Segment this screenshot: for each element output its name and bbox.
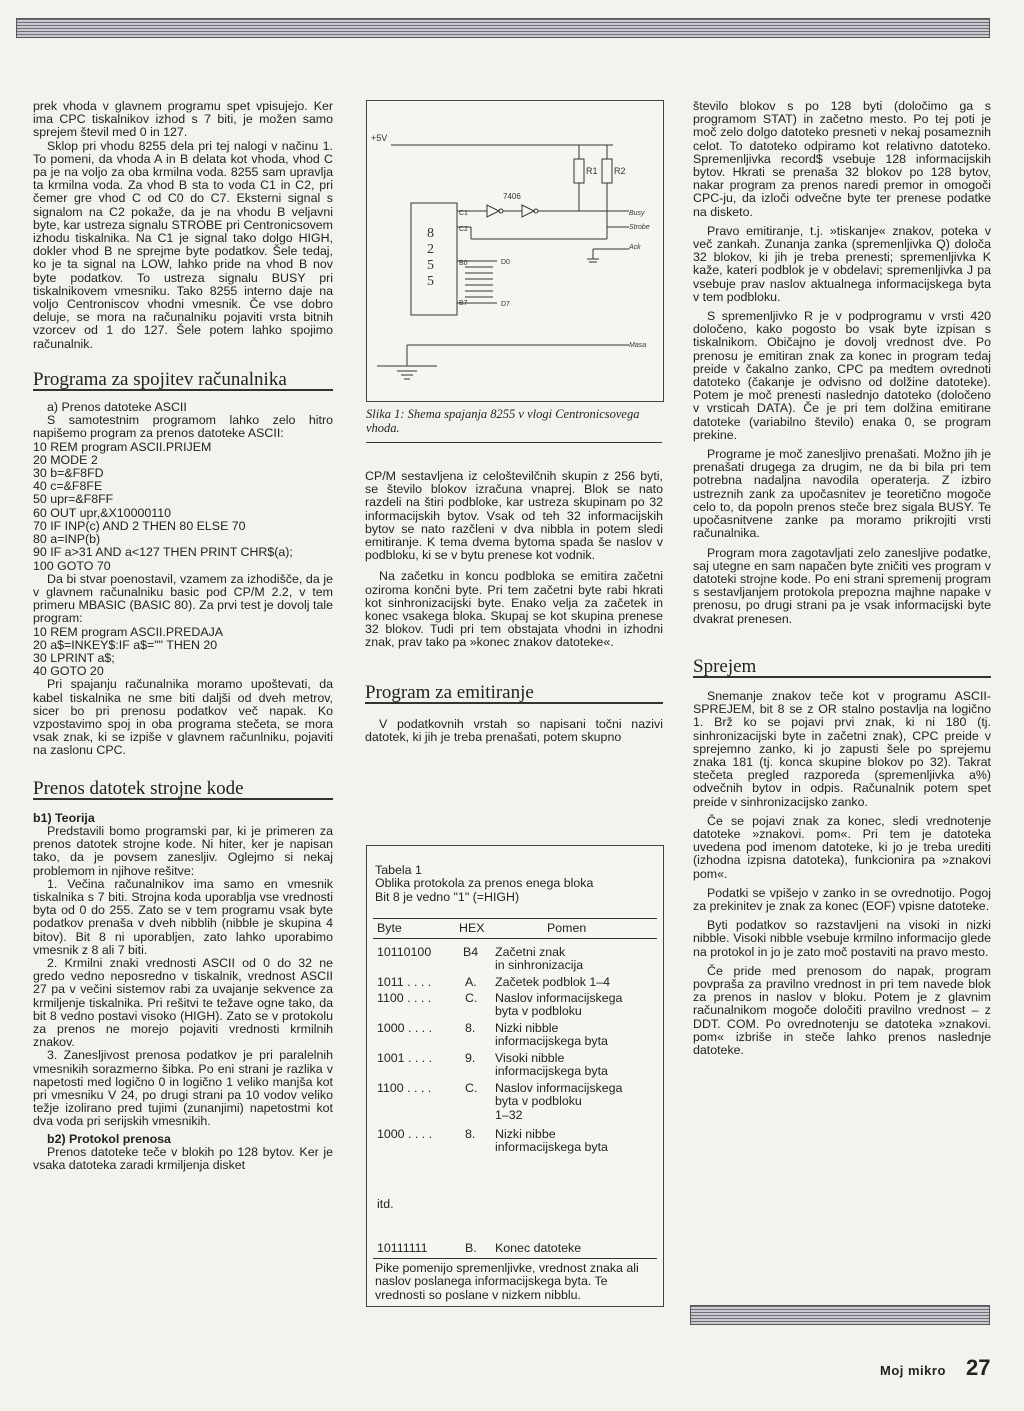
table-cell: 1001 . . . . [377, 1051, 433, 1065]
table-cell: Naslov informacijskega byta v podbloku 1–32 [495, 1081, 623, 1122]
table-cell: A. [465, 975, 477, 989]
supply-label: +5V [371, 133, 388, 143]
signal-label: Ack [629, 244, 641, 251]
section-heading: Programa za spojitev računalnika [33, 373, 333, 391]
column-2 [365, 470, 663, 744]
section-heading: Prenos datotek strojne kode [33, 782, 333, 800]
table-cell: 10111111 [377, 1241, 428, 1255]
table-cell: Začetni znak in sinhronizacija [495, 945, 584, 973]
schematic-drawing [367, 101, 663, 401]
table-cell: C. [465, 991, 478, 1005]
ic-8255 [411, 203, 457, 315]
table-note: Pike pomenijo spremenljivke, vrednost znaka ali naslov poslanega informacijskega byta. Te vrednosti so poslane v nizkem nibblu. [375, 1261, 639, 1302]
paragraph: Podatki se vpišejo v zanko in se ovrednotijo. Pogoj za prekinitev je znak za konec (EOF) vpisne datoteke. [693, 885, 991, 913]
table-title-line: Oblika protokola za prenos enega bloka [375, 876, 594, 891]
table-cell: B4 [463, 945, 479, 959]
paragraph: 3. Zanesljivost prenosa podatkov je pri paralelnih vmesnikih sorazmerno šibka. Po eni strani je razlika v napetosti med logično 0 in logično 1 veliko manjša kot pri vmesniku V 24, po drugi strani pa 10 vodov veliko težje izolirano pred tujimi (zunanjimi) napetostmi kot dva voda pri serijskih vmesnikih. [33, 1048, 333, 1129]
resistor-label: R1 [586, 166, 598, 176]
paragraph: Če se pojavi znak za konec, sledi vrednotenje datoteke »znakovi. pom«. Pri tem je datoteka uvedena pod imenom datoteke, ki jo je treba urediti (izhodna izpisna datoteka), funkcionira pa »znakovi pom«. [693, 813, 991, 881]
code-line: 80 a=INP(b) [33, 532, 101, 547]
table-cell: 1000 . . . . [377, 1021, 433, 1035]
ic-digit: 5 [427, 274, 434, 289]
table-cell: Konec datoteke [495, 1241, 582, 1255]
paragraph: Da bi stvar poenostavil, vzamem za izhodišče, da je v glavnem računalniku basic pod CP/M 2.2, v tem primeru MBASIC (BASIC 80). Za prvi test je dovolj tale program: [33, 571, 333, 626]
paragraph: Pravo emitiranje, t.j. »tiskanje« znakov, poteka v več zankah. Zunanja zanka (spremenljivka Q) določa 32 blokov, ki jih je treba prenesti; spremenljivka K kaže, kateri podblok je v obdelavi; spremenljivka J pa vsebuje prav naslov aktualnega informacijskega byta v tem podbloku. [693, 223, 991, 304]
paragraph: Prenos datoteke teče v blokih po 128 bytov. Ker je vsaka datoteka zaradi krmiljenja disket [33, 1144, 333, 1173]
code-line: 20 MODE 2 [33, 452, 98, 467]
column-3 [693, 100, 991, 1057]
paragraph: V podatkovnih vrstah so napisani točni nazivi datotek, ki jih je treba prenašati, potem skupno [365, 716, 663, 745]
code-line: 30 b=&F8FD [33, 466, 104, 481]
paragraph: Pri spajanju računalnika moramo upoštevati, da kabel tiskalnika ne sme biti daljši od dveh metrov, sicer bo pri prenosu podatkov več napak. Ko vzpostavimo spoj in oba programa stečeta, se mora vsak znak, ki se izpiše v glavnem računlniku, pojaviti na zaslonu CPC. [33, 677, 333, 758]
table-cell: Nizki nibble informacijskega byta [495, 1021, 608, 1049]
paragraph: Sklop pri vhodu 8255 dela pri tej nalogi v načinu 1. To pomeni, da vhoda A in B delata kot vhoda, vhod C pa je na voljo za oba krmilna voda. 8255 sam upravlja ta krmilna voda. Za vhod B sta to voda C1 in C2, pri čemer gre vhod C od C0 do C7. Eksterni signal s signalom na C2 pokaže, da je na vhodu B veljavni byte, kar ustreza signalu STROBE pri Centronicsovem izhodu tiskalnika. Na C1 je signal tako dolgo HIGH, dokler vhod B ne sprejme byte podatkov. Šele tedaj, ko je ta signal na LOW, lahko pride na vhod B nov byte podatkov. To ustreza signalu BUSY pri tiskalnikovem vmesniku. Tako 8255 interno daje na voljo Centroniscov vhodni vmesnik. Če vse dobro deluje, se mora na računalniku pojaviti vrsta bitnih vzorcev od 1 do 127. Šele potem lahko spojimo računalnik. [33, 138, 333, 351]
paragraph: S samotestnim programom lahko zelo hitro napišemo program za prenos datoteke ASCII: [33, 413, 333, 441]
code-line: 10 REM program ASCII.PREDAJA [33, 624, 224, 639]
table-cell: C. [465, 1081, 478, 1095]
table-cell: 9. [465, 1051, 476, 1065]
table-cell: B. [465, 1241, 477, 1255]
data-label: D0 [501, 259, 510, 266]
pin-label: B7 [459, 300, 468, 307]
table-cell: Začetek podblok 1–4 [495, 975, 611, 989]
paragraph: CP/M sestavljena iz celoštevilčnih skupin z 256 byti, se število blokov izračuna vnaprej. Blok se nato razdeli na štiri podbloke, kar ustreza skupinam po 32 informacijskih bytov. Vsak od teh 32 informacijskih bytov se nato razčleni v dva nibbla in potem sledi emitiranje. K tema dvema bytoma spada še naslov v podbloku, ki se v bytu prenese kot vodnik. [365, 469, 663, 563]
code-listing-send [33, 626, 333, 679]
code-line: 30 LPRINT a$; [33, 650, 115, 665]
paragraph: 1. Večina računalnikov ima samo en vmesnik tiskalnika s 7 biti. Strojna koda uporablja vse vrednosti byta od 0 do 255. Zato se v tem programu vsak byte podatkov prenaša v dveh nibblih (nibble je skupina 4 bitov). Bit 8 ni uporabljen, zato lahko uporabimo vmesnik z 8 ali 7 biti. [33, 876, 333, 957]
table-cell: Naslov informacijskega byta v podbloku [495, 991, 623, 1019]
divider [373, 918, 657, 919]
table-cell: 1000 . . . . [377, 1127, 433, 1141]
bottom-decorative-stripe [690, 1305, 990, 1325]
ic-digit: 2 [427, 242, 434, 257]
ic-digit: 5 [427, 258, 434, 273]
protocol-table [366, 845, 664, 1307]
table-cell: itd. [377, 1197, 394, 1211]
section-heading: Program za emitiranje [365, 686, 663, 704]
table-cell: 8. [465, 1021, 476, 1035]
section-heading: Sprejem [693, 660, 991, 678]
code-line: 100 GOTO 70 [33, 558, 111, 573]
table-title-line: Tabela 1 [375, 863, 422, 877]
signal-label: Busy [629, 210, 645, 217]
circuit-diagram [366, 100, 664, 402]
table-cell: 8. [465, 1127, 476, 1141]
paragraph: Predstavili bomo programski par, ki je primeren za prenos datotek strojne kode. Ni hiter, ker je napisan tako, da je povsem zanesljiv. Oglejmo si nekaj problemom in njihove rešitve: [33, 823, 333, 878]
code-line: 90 IF a>31 AND a<127 THEN PRINT CHR$(a); [33, 545, 293, 560]
table-cell: 1011 . . . . [377, 975, 432, 989]
subsection-title: b1) Teorija [33, 810, 95, 825]
divider [373, 1258, 657, 1259]
subsection-title: a) Prenos datoteke ASCII [47, 400, 187, 415]
divider [373, 938, 657, 939]
pin-label: C2 [459, 226, 468, 233]
paragraph: Byti podatkov so razstavljeni na visoki in nizki nibble. Visoki nibble vsebuje krmilno informacijo glede na protokol in jo je zato moč postaviti na pravo mesto. [693, 918, 991, 959]
column-header: HEX [459, 921, 485, 935]
resistor-label: R2 [614, 166, 626, 176]
paragraph: Snemanje znakov teče kot v programu ASCII-SPREJEM, bit 8 se z OR stalno postavlja na logično 1. Brž ko se pojavi prvi znak, ki ni 180 (tj. sinhronizacijski byte in začetni znak), CPC preide v sprejemno zanko, ki jo zapusti šele po sprejemu znaka 181 (tj. konca skupine blokov po 32). Takrat stečeta pregled razporeda (spremenljivka a%) odvečnih bytov in odpis. Računalnik potem spet preide v sinhronizacijsko zanko. [693, 688, 991, 809]
paragraph: Programe je moč zanesljivo prenašati. Možno jih je prenašati drugega za drugim, ne da bi bila pri tem potrebna nadaljna navodila operaterja. Z izbiro ustreznih zank za upočasnitev je teoretično mogoče celo to, da popoln prenos steče brez sigala BUSY. Te upočasnitvene zanke pa moramo prikrojiti vrsti računalnika. [693, 447, 991, 541]
paragraph: Če pride med prenosom do napak, program povpraša za pravilno vrednost in pri tem navede blok za prenos in naslov v bloku. Potem je z glavnim računalnikom mogoče določiti pravilno vrednost – z DDT. COM. Po ovrednotenju se datoteka »znakovi. pom« izbriše in steče lahko prenos naslednje datoteke. [693, 963, 991, 1057]
data-label: D7 [501, 301, 510, 308]
page-number: 27 [966, 1355, 991, 1380]
subsection-title: b2) Protokol prenosa [47, 1131, 171, 1146]
code-line: 50 upr=&F8FF [33, 492, 114, 507]
pin-label: C1 [459, 210, 468, 217]
table-cell: Nizki nibbe informacijskega byta [495, 1127, 608, 1155]
code-line: 20 a$=INKEY$:IF a$="" THEN 20 [33, 637, 218, 652]
table-title [375, 864, 593, 904]
code-line: 40 GOTO 20 [33, 664, 104, 679]
ic-digit: 8 [427, 226, 434, 241]
code-line: 60 OUT upr,&X10000110 [33, 505, 172, 520]
table-title-line: Bit 8 je vedno "1" (=HIGH) [375, 889, 520, 904]
signal-label: Strobe [629, 224, 650, 231]
column-header: Byte [377, 921, 402, 935]
intro-paragraph: prek vhoda v glavnem programu spet vpisujejo. Ker ima CPC tiskalnikov izhod s 7 biti, je možen samo sprejem števil med 0 in 127. [33, 99, 333, 140]
paragraph: 2. Krmilni znaki vrednosti ASCII od 0 do 32 ne gredo vedno neposredno v tiskalnik, vrednost ASCII 27 pa v večini sistemov rabi za uvajanje sekvence za krmiljenje tiskalnika. Pri rešitvi te težave ogne tako, da bit 8 vedno postavi visoko (HIGH). Zato se v protokolu za prenos ne morejo pojaviti vrednosti krmilnih znakov. [33, 955, 333, 1050]
column-1 [33, 100, 333, 1172]
table-cell: 1100 . . . . [377, 1081, 432, 1095]
code-listing-receive [33, 441, 333, 573]
table-cell: Visoki nibble informacijskega byta [495, 1051, 608, 1079]
figure-caption: Slika 1: Shema spajanja 8255 v vlogi Centronicsovega vhoda. [366, 407, 640, 435]
code-line: 70 IF INP(c) AND 2 THEN 80 ELSE 70 [33, 518, 246, 533]
chip-label: 7406 [503, 192, 521, 201]
paragraph: Program mora zagotavljati zelo zanesljive podatke, saj utegne en sam napačen byte zničiti ves program v datoteki strojne kode. Po eni strani spremenij program s sestavljanjem protokola prepozna majhne napake v prenosu, po drugi strani pa je vsak informacijski byte dvakrat prenesen. [693, 545, 991, 626]
table-cell: 1100 . . . . [377, 991, 432, 1005]
paragraph: Na začetku in koncu podbloka se emitira začetni oziroma končni byte. Pri tem začetni byte rabi hkrati kot sinhronizacijski byte. Enako velja za začetek in konec vsakega bloka. Skupaj se kot skupina prenese 32 blokov. Tudi pri tem obstajata vhodni in izhodni znak, prav tako pa »konec znakov datoteke«. [365, 569, 663, 650]
top-decorative-stripe [16, 18, 990, 38]
paragraph: število blokov s po 128 byti (določimo ga s programom STAT) in začetno mesto. Po tej poti je moč zelo dolgo datoteko presneti v nekaj posameznih celot. To datoteko odpiramo kot relativno datoteko. Spremenljivka record$ vsebuje 128 informacijskih bytov. Hkrati se prenaša 32 blokov po 128 bytov, nakar program za prenos naredi premor in omogoči CPC-ju, da izloči odvečne byte ter prenese podatke na disketo. [693, 99, 991, 219]
table-cell: 10110100 [377, 945, 432, 959]
code-line: 10 REM program ASCII.PRIJEM [33, 439, 212, 454]
pin-label: B0 [459, 260, 468, 267]
column-header: Pomen [547, 921, 587, 935]
divider [366, 442, 662, 443]
signal-label: Masa [629, 342, 647, 349]
paragraph: S spremenljivko R je v podprogramu v vrsti 420 določeno, kako pogosto bo vsak byte izpisan s tiskalnikom. Običajno je dovolj vrednost dve. Po prenosu je emitiran znak za konec in program tedaj preide v čakalno zanko, CPC pa medtem ovrednoti datoteko (čakanje je odvisno od dolžine datoteke). Potem je moč prenesti naslednjo datoteko (določeno v vrsticah DATA). Če je pri tem dolžina emitirane datoteke (variabilno število) enaka 0, se program prekine. [693, 309, 991, 442]
magazine-name: Moj mikro [880, 1363, 946, 1378]
code-line: 40 c=&F8FE [33, 479, 103, 494]
